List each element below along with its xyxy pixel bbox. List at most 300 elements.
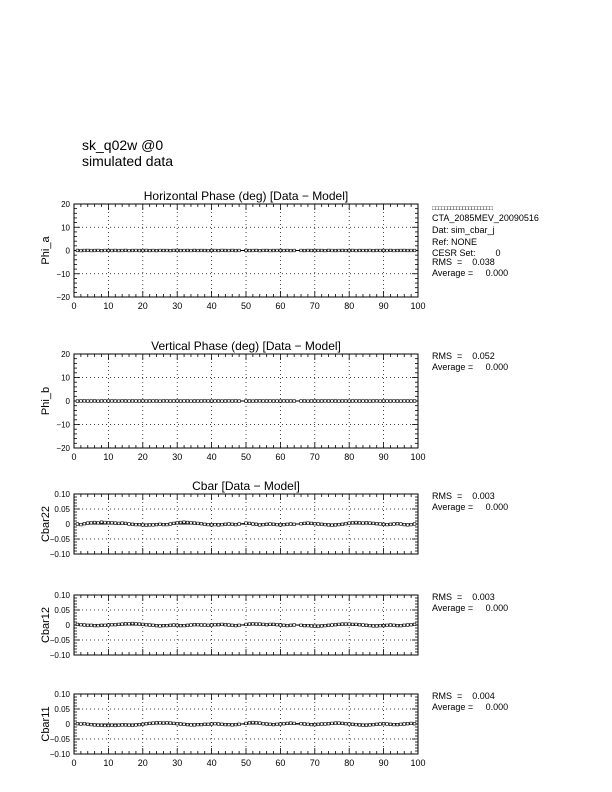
data-point xyxy=(327,722,330,725)
data-point xyxy=(138,623,141,626)
data-point xyxy=(186,400,189,403)
data-point xyxy=(382,624,385,627)
data-point xyxy=(138,249,141,252)
data-point xyxy=(83,522,86,525)
data-point xyxy=(248,722,251,725)
data-point xyxy=(355,723,358,726)
data-point xyxy=(327,524,330,527)
data-point xyxy=(155,249,158,252)
data-point xyxy=(406,624,409,627)
data-point xyxy=(355,623,358,626)
data-point xyxy=(396,400,399,403)
data-point xyxy=(348,623,351,626)
data-point xyxy=(121,522,124,525)
data-point xyxy=(320,723,323,726)
data-point xyxy=(320,523,323,526)
data-point xyxy=(128,249,131,252)
y-tick-label: 10 xyxy=(61,373,70,383)
data-point xyxy=(86,249,89,252)
data-point xyxy=(331,624,334,627)
data-point xyxy=(214,623,217,626)
data-point xyxy=(90,522,93,525)
data-point xyxy=(124,400,127,403)
data-point xyxy=(372,249,375,252)
data-point xyxy=(121,249,124,252)
data-point xyxy=(286,722,289,725)
data-point xyxy=(207,249,210,252)
data-point xyxy=(210,624,213,627)
data-point xyxy=(217,249,220,252)
data-point xyxy=(386,249,389,252)
data-point xyxy=(293,722,296,725)
data-point xyxy=(252,249,255,252)
data-point xyxy=(307,624,310,627)
data-point xyxy=(327,624,330,627)
data-point xyxy=(217,623,220,626)
x-tick-label: 70 xyxy=(309,758,320,768)
data-point xyxy=(111,522,114,525)
data-point xyxy=(272,400,275,403)
data-point xyxy=(193,400,196,403)
data-point xyxy=(86,723,89,726)
data-point xyxy=(303,400,306,403)
data-point xyxy=(124,623,127,626)
data-point xyxy=(255,249,258,252)
data-point xyxy=(162,249,165,252)
y-tick-label: −20 xyxy=(56,444,70,453)
data-point xyxy=(338,523,341,526)
data-point xyxy=(111,400,114,403)
data-point xyxy=(176,522,179,525)
data-point xyxy=(121,623,124,626)
x-tick-label: 50 xyxy=(240,301,252,311)
data-point xyxy=(255,400,258,403)
data-point xyxy=(86,400,89,403)
data-point xyxy=(400,723,403,726)
data-point xyxy=(231,724,234,727)
data-point xyxy=(369,522,372,525)
data-point xyxy=(245,249,248,252)
y-axis-label: Phi_b xyxy=(40,386,52,416)
data-point xyxy=(344,249,347,252)
data-point xyxy=(365,724,368,727)
data-point xyxy=(200,522,203,525)
data-point xyxy=(258,400,261,403)
data-point xyxy=(179,400,182,403)
data-point xyxy=(83,400,86,403)
y-tick-label: −0.10 xyxy=(49,550,70,559)
data-point xyxy=(269,723,272,726)
data-point xyxy=(107,624,110,627)
data-point xyxy=(400,624,403,627)
data-point xyxy=(262,400,265,403)
data-point xyxy=(197,249,200,252)
data-point xyxy=(258,524,261,527)
data-point xyxy=(148,249,151,252)
data-point xyxy=(203,249,206,252)
data-point xyxy=(252,400,255,403)
data-point xyxy=(107,522,110,525)
data-point xyxy=(90,723,93,726)
data-point xyxy=(303,624,306,627)
data-point xyxy=(231,523,234,526)
data-point xyxy=(100,400,103,403)
data-point xyxy=(86,624,89,627)
data-point xyxy=(217,524,220,527)
data-point xyxy=(131,400,134,403)
data-point xyxy=(107,400,110,403)
data-point xyxy=(200,400,203,403)
data-point xyxy=(379,624,382,627)
data-point xyxy=(286,249,289,252)
data-point xyxy=(183,249,186,252)
data-point xyxy=(283,523,286,526)
x-tick-label: 80 xyxy=(344,301,355,311)
data-point xyxy=(142,524,145,527)
data-point xyxy=(228,723,231,726)
data-point xyxy=(276,523,279,526)
data-point xyxy=(159,249,162,252)
data-point xyxy=(317,400,320,403)
y-tick-label: −0.05 xyxy=(49,636,70,645)
data-point xyxy=(279,249,282,252)
data-point xyxy=(104,400,107,403)
stats-line: Average = 0.000 xyxy=(432,502,509,512)
data-point xyxy=(303,249,306,252)
data-point xyxy=(197,623,200,626)
data-point xyxy=(334,249,337,252)
x-tick-label: 100 xyxy=(410,301,426,311)
data-point xyxy=(272,523,275,526)
data-point xyxy=(372,522,375,525)
data-point xyxy=(413,523,416,526)
data-point xyxy=(114,400,117,403)
data-point xyxy=(413,400,416,403)
data-point xyxy=(162,722,165,725)
header-line-1: sk_q02w @0 xyxy=(82,137,164,153)
data-point xyxy=(344,400,347,403)
data-point xyxy=(344,623,347,626)
y-tick-label: −10 xyxy=(56,269,70,279)
data-point xyxy=(97,724,100,727)
data-point xyxy=(362,249,365,252)
data-point xyxy=(214,249,217,252)
data-point xyxy=(135,400,138,403)
x-tick-label: 40 xyxy=(206,301,217,311)
data-point xyxy=(228,400,231,403)
x-tick-label: 50 xyxy=(240,758,252,768)
data-point xyxy=(183,624,186,627)
data-point xyxy=(234,624,237,627)
y-tick-label: 0 xyxy=(65,621,70,630)
data-point xyxy=(372,723,375,726)
y-tick-label: −0.10 xyxy=(49,651,70,660)
data-point xyxy=(221,723,224,726)
data-point xyxy=(348,400,351,403)
x-tick-label: 30 xyxy=(172,452,183,462)
data-point xyxy=(169,249,172,252)
y-tick-label: 0 xyxy=(65,246,70,256)
data-point xyxy=(152,400,155,403)
data-point xyxy=(117,249,120,252)
data-point xyxy=(172,522,175,525)
data-point xyxy=(369,724,372,727)
data-point xyxy=(386,723,389,726)
data-point xyxy=(76,400,79,403)
data-point xyxy=(338,249,341,252)
chart-panel-3 xyxy=(40,479,508,559)
data-point xyxy=(169,722,172,725)
data-point xyxy=(176,722,179,725)
data-point xyxy=(300,522,303,525)
data-point xyxy=(279,723,282,726)
data-point xyxy=(197,522,200,525)
data-point xyxy=(283,624,286,627)
data-point xyxy=(93,249,96,252)
data-point xyxy=(190,400,193,403)
data-point xyxy=(393,723,396,726)
data-point xyxy=(276,723,279,726)
x-tick-label: 80 xyxy=(344,758,355,768)
data-point xyxy=(324,723,327,726)
data-point xyxy=(128,623,131,626)
data-point xyxy=(348,522,351,525)
data-point xyxy=(382,722,385,725)
y-tick-label: 0.05 xyxy=(54,606,70,615)
data-point xyxy=(314,400,317,403)
data-point xyxy=(117,400,120,403)
data-point xyxy=(152,524,155,527)
data-point xyxy=(193,522,196,525)
data-point xyxy=(351,623,354,626)
data-point xyxy=(393,249,396,252)
data-point xyxy=(375,625,378,628)
data-point xyxy=(166,523,169,526)
legend-line-2: Dat: sim_cbar_j xyxy=(432,225,495,235)
data-point xyxy=(190,724,193,727)
data-point xyxy=(245,623,248,626)
chart-panel-4 xyxy=(40,591,508,660)
data-point xyxy=(262,523,265,526)
data-point xyxy=(358,623,361,626)
chart-panel-1 xyxy=(40,189,426,311)
data-point xyxy=(217,400,220,403)
chart-title: Cbar [Data − Model] xyxy=(192,479,300,493)
data-point xyxy=(155,400,158,403)
data-point xyxy=(224,723,227,726)
x-tick-label: 30 xyxy=(172,758,183,768)
data-point xyxy=(207,523,210,526)
data-point xyxy=(176,249,179,252)
data-point xyxy=(159,625,162,628)
data-point xyxy=(255,722,258,725)
data-point xyxy=(265,249,268,252)
data-point xyxy=(369,400,372,403)
data-point xyxy=(252,623,255,626)
data-point xyxy=(344,722,347,725)
data-point xyxy=(214,523,217,526)
data-point xyxy=(83,624,86,627)
data-point xyxy=(369,624,372,627)
data-point xyxy=(231,249,234,252)
data-point xyxy=(372,400,375,403)
legend-line-5: RMS = 0.038 xyxy=(432,257,495,267)
data-point xyxy=(269,249,272,252)
data-point xyxy=(142,249,145,252)
data-point xyxy=(355,249,358,252)
data-point xyxy=(393,523,396,526)
data-point xyxy=(93,400,96,403)
data-point xyxy=(97,624,100,627)
data-point xyxy=(358,724,361,727)
data-point xyxy=(214,722,217,725)
y-tick-label: −0.05 xyxy=(49,535,70,544)
data-point xyxy=(245,722,248,725)
y-axis-label: Cbar11 xyxy=(40,706,52,742)
data-point xyxy=(111,623,114,626)
data-point xyxy=(162,523,165,526)
data-point xyxy=(186,521,189,524)
data-point xyxy=(358,249,361,252)
data-point xyxy=(331,400,334,403)
data-point xyxy=(93,724,96,727)
data-point xyxy=(400,249,403,252)
y-tick-label: −20 xyxy=(56,293,70,302)
data-point xyxy=(200,249,203,252)
data-point xyxy=(207,723,210,726)
data-point xyxy=(80,623,83,626)
data-point xyxy=(152,249,155,252)
data-point xyxy=(265,723,268,726)
data-point xyxy=(320,400,323,403)
data-point xyxy=(80,723,83,726)
chart-panel-2 xyxy=(40,339,508,462)
data-point xyxy=(400,400,403,403)
data-point xyxy=(80,249,83,252)
data-point xyxy=(238,523,241,526)
data-point xyxy=(317,523,320,526)
data-point xyxy=(97,522,100,525)
y-tick-label: 20 xyxy=(61,350,70,359)
data-point xyxy=(131,523,134,526)
data-point xyxy=(203,523,206,526)
data-point xyxy=(245,400,248,403)
data-point xyxy=(406,524,409,527)
data-point xyxy=(104,624,107,627)
data-point xyxy=(90,624,93,627)
data-point xyxy=(183,400,186,403)
data-point xyxy=(186,723,189,726)
legend-line-3: Ref: NONE xyxy=(432,237,478,247)
x-tick-label: 90 xyxy=(378,758,389,768)
data-point xyxy=(114,623,117,626)
data-point xyxy=(210,723,213,726)
data-point xyxy=(389,400,392,403)
data-point xyxy=(283,249,286,252)
data-point xyxy=(300,624,303,627)
data-point xyxy=(341,523,344,526)
x-tick-label: 10 xyxy=(103,452,114,462)
data-point xyxy=(142,723,145,726)
data-point xyxy=(258,249,261,252)
data-point xyxy=(382,249,385,252)
data-point xyxy=(406,722,409,725)
data-point xyxy=(117,623,120,626)
data-point xyxy=(406,400,409,403)
data-point xyxy=(190,522,193,525)
data-point xyxy=(393,400,396,403)
data-point xyxy=(410,523,413,526)
data-point xyxy=(386,624,389,627)
data-point xyxy=(190,624,193,627)
x-tick-label: 90 xyxy=(378,452,389,462)
data-point xyxy=(365,624,368,627)
x-tick-label: 20 xyxy=(137,758,148,768)
data-point xyxy=(238,723,241,726)
data-point xyxy=(135,623,138,626)
data-point xyxy=(86,522,89,525)
data-point xyxy=(234,723,237,726)
data-point xyxy=(262,623,265,626)
data-point xyxy=(396,522,399,525)
data-point xyxy=(117,522,120,525)
x-tick-label: 70 xyxy=(309,301,320,311)
data-point xyxy=(228,523,231,526)
data-point xyxy=(372,625,375,628)
x-tick-label: 0 xyxy=(71,452,77,462)
data-point xyxy=(410,722,413,725)
data-point xyxy=(169,400,172,403)
data-point xyxy=(272,723,275,726)
data-point xyxy=(375,400,378,403)
data-point xyxy=(166,400,169,403)
data-point xyxy=(159,523,162,526)
data-point xyxy=(324,523,327,526)
data-point xyxy=(217,723,220,726)
data-point xyxy=(90,249,93,252)
data-point xyxy=(396,249,399,252)
y-tick-label: 0 xyxy=(65,720,70,729)
data-point xyxy=(262,722,265,725)
data-point xyxy=(207,400,210,403)
data-point xyxy=(76,523,79,526)
data-point xyxy=(276,249,279,252)
data-point xyxy=(272,623,275,626)
y-tick-label: 0 xyxy=(65,397,70,406)
data-point xyxy=(413,249,416,252)
data-point xyxy=(334,623,337,626)
data-point xyxy=(310,400,313,403)
data-point xyxy=(155,523,158,526)
data-point xyxy=(410,400,413,403)
data-point xyxy=(176,400,179,403)
data-point xyxy=(248,400,251,403)
data-point xyxy=(265,623,268,626)
data-point xyxy=(162,624,165,627)
data-point xyxy=(210,524,213,527)
data-point xyxy=(358,400,361,403)
data-point xyxy=(145,524,148,527)
stats-line: RMS = 0.003 xyxy=(432,592,495,602)
data-point xyxy=(186,624,189,627)
data-point xyxy=(348,723,351,726)
data-point xyxy=(375,723,378,726)
stats-line: Average = 0.000 xyxy=(432,603,509,613)
x-tick-label: 10 xyxy=(103,758,114,768)
data-point xyxy=(145,249,148,252)
data-point xyxy=(365,522,368,525)
data-point xyxy=(289,624,292,627)
